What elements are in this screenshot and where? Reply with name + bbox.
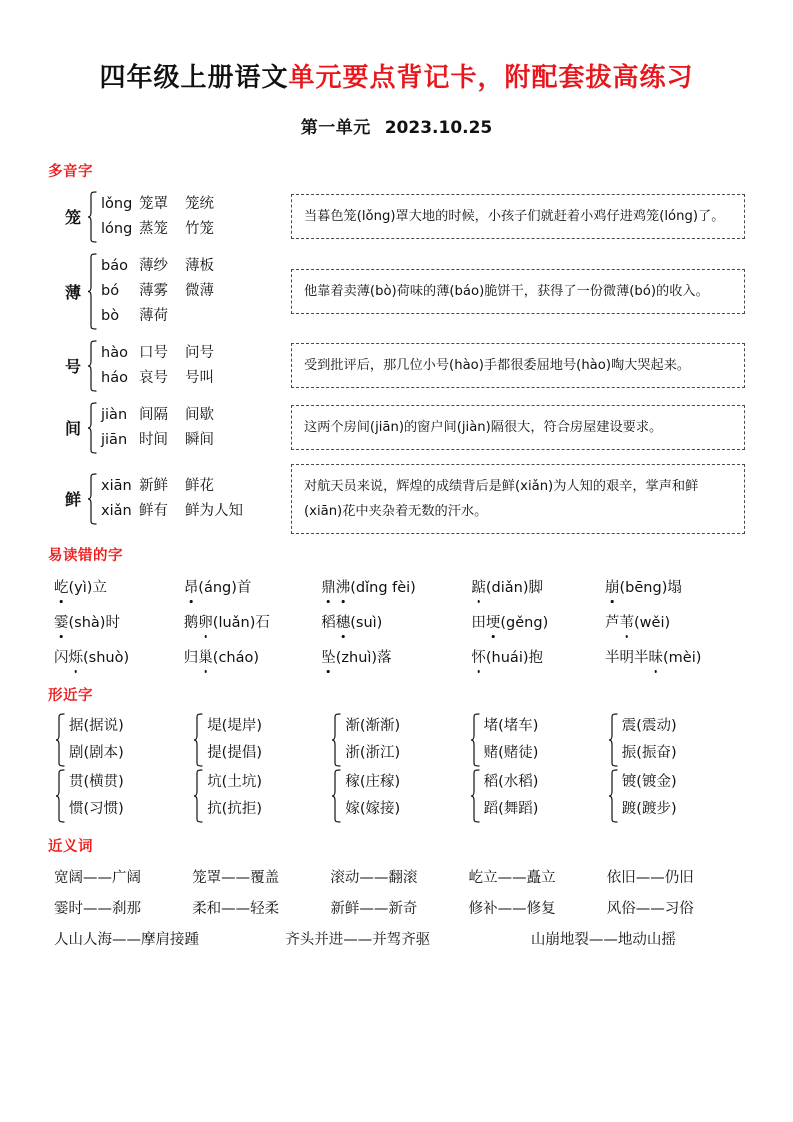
word-suffix: 首 bbox=[236, 579, 252, 596]
xingjinzi-word: 堤(堤岸) bbox=[207, 717, 263, 734]
example-word: 问号 bbox=[185, 344, 214, 361]
xingjinzi-word: 蹈(舞蹈) bbox=[483, 800, 539, 817]
emphasis-dotted-character: 苇 bbox=[620, 608, 635, 639]
curly-brace-icon bbox=[608, 713, 620, 767]
emphasis-dotted-character: 屹 bbox=[54, 573, 69, 604]
example-word: 新鲜 bbox=[139, 477, 168, 494]
jinyici-pair: 新鲜——新奇 bbox=[330, 900, 418, 917]
title-black-part: 四年级上册语文 bbox=[99, 63, 289, 93]
curly-brace-icon bbox=[331, 769, 343, 823]
duoyinzi-reading bbox=[101, 254, 214, 279]
yiducuodezi-item bbox=[471, 573, 605, 604]
duoyinzi-row bbox=[48, 340, 745, 392]
word-suffix: 石 bbox=[255, 614, 270, 631]
duoyinzi-reading bbox=[101, 279, 214, 304]
duoyinzi-row bbox=[48, 191, 745, 243]
xingjinzi-pair bbox=[330, 713, 468, 767]
pinyin-label: (shà) bbox=[68, 614, 106, 631]
emphasis-dotted-character: 穗 bbox=[336, 608, 351, 639]
yiducuodezi-item bbox=[471, 643, 605, 674]
xingjinzi-words bbox=[207, 713, 262, 767]
duoyinzi-reading bbox=[101, 341, 214, 366]
example-sentence-box: 对航天员来说，辉煌的成绩背后是鲜(xiǎn)为人知的艰辛，掌声和鲜(xiān)花中夹杂着无数的汗水。 bbox=[291, 464, 745, 534]
jinyici-pair: 修补——修复 bbox=[468, 900, 556, 917]
section-yiducuodezi bbox=[48, 544, 745, 674]
xingjinzi-word: 剧(剧本) bbox=[69, 744, 124, 761]
xingjinzi-word: 渐(渐渐) bbox=[345, 717, 401, 734]
xingjinzi-word: 惯(习惯) bbox=[69, 800, 124, 817]
duoyinzi-reading bbox=[101, 217, 214, 242]
jinyici-pair: 宽阔——广阔 bbox=[54, 869, 141, 886]
example-sentence-box: 这两个房间(jiān)的窗户间(jiàn)隔很大，符合房屋建设要求。 bbox=[291, 405, 745, 450]
jinyici-pair: 风俗——习俗 bbox=[606, 900, 694, 917]
word-suffix: 脚 bbox=[528, 579, 544, 596]
curly-brace-icon bbox=[193, 713, 205, 767]
word-suffix: 时 bbox=[105, 614, 120, 631]
pinyin-label: xiǎn bbox=[101, 502, 132, 519]
example-sentence-box: 受到批评后，那几位小号(hào)手都很委屈地号(hào)啕大哭起来。 bbox=[291, 343, 745, 388]
emphasis-dotted-character: 巢 bbox=[198, 643, 213, 674]
example-sentence-container bbox=[291, 194, 745, 239]
example-word: 时间 bbox=[139, 431, 168, 448]
curly-brace-icon bbox=[608, 769, 620, 823]
pinyin-label: lóng bbox=[101, 220, 133, 237]
example-word: 口号 bbox=[139, 344, 168, 361]
xingjinzi-words bbox=[69, 713, 124, 767]
duoyinzi-reading bbox=[101, 192, 214, 217]
curly-brace-icon bbox=[87, 340, 99, 392]
example-word: 间歇 bbox=[185, 406, 214, 423]
xingjinzi-words bbox=[484, 769, 539, 823]
jinyici-grid bbox=[48, 864, 745, 924]
xingjinzi-word: 坑(土坑) bbox=[207, 773, 263, 790]
xingjinzi-word: 堵(堵车) bbox=[483, 717, 539, 734]
duoyinzi-reading bbox=[101, 403, 214, 428]
duoyinzi-entry bbox=[48, 191, 291, 243]
xingjinzi-word: 震(震动) bbox=[621, 717, 677, 734]
xingjinzi-words bbox=[69, 769, 124, 823]
example-word: 笼统 bbox=[185, 195, 214, 212]
xingjinzi-words bbox=[622, 769, 677, 823]
word-prefix: 芦 bbox=[605, 614, 620, 631]
section-duoyinzi bbox=[48, 160, 745, 534]
duoyinzi-entry bbox=[48, 473, 291, 525]
word-prefix: 稻 bbox=[321, 614, 336, 631]
curly-brace-icon bbox=[470, 769, 482, 823]
pinyin-label: (luǎn) bbox=[212, 614, 256, 631]
section-jinyici bbox=[48, 835, 745, 955]
section-xingjinzi bbox=[48, 684, 745, 823]
pinyin-label: háo bbox=[101, 369, 128, 386]
example-word: 微薄 bbox=[185, 282, 214, 299]
example-word: 笼罩 bbox=[139, 195, 168, 212]
pinyin-label: bó bbox=[101, 282, 120, 299]
xingjinzi-word: 据(据说) bbox=[69, 717, 124, 734]
page-title bbox=[48, 62, 745, 95]
curly-brace-icon bbox=[55, 713, 67, 767]
xingjinzi-word: 稼(庄稼) bbox=[345, 773, 401, 790]
duoyinzi-entry bbox=[48, 340, 291, 392]
subtitle bbox=[48, 113, 745, 138]
yiducuodezi-item bbox=[605, 573, 745, 604]
word-suffix: 落 bbox=[377, 649, 392, 666]
section-heading-yiducuodezi: 易读错的字 bbox=[48, 547, 123, 564]
jinyici-idiom-pair: 齐头并进——并驾齐驱 bbox=[285, 931, 431, 948]
yiducuodezi-item bbox=[321, 643, 471, 674]
jinyici-pair: 柔和——轻柔 bbox=[192, 900, 280, 917]
xingjinzi-words bbox=[345, 769, 400, 823]
word-suffix: 塌 bbox=[667, 579, 682, 596]
duoyinzi-character: 间 bbox=[64, 419, 81, 438]
curly-brace-icon bbox=[87, 402, 99, 454]
duoyinzi-readings bbox=[101, 192, 214, 242]
emphasis-dotted-character: 沸 bbox=[336, 573, 351, 604]
xingjinzi-pair bbox=[54, 713, 192, 767]
pinyin-label: xiān bbox=[101, 477, 132, 494]
xingjinzi-words bbox=[345, 713, 400, 767]
section-heading-jinyici: 近义词 bbox=[48, 838, 93, 855]
jinyici-pair: 笼罩——覆盖 bbox=[192, 869, 280, 886]
pinyin-label: báo bbox=[101, 257, 128, 274]
yiducuodezi-item bbox=[321, 608, 471, 639]
duoyinzi-reading bbox=[101, 428, 214, 453]
yiducuodezi-item bbox=[471, 608, 605, 639]
example-sentence-container bbox=[291, 464, 745, 534]
duoyinzi-list bbox=[48, 191, 745, 534]
jinyici-pair: 屹立——矗立 bbox=[468, 869, 556, 886]
duoyinzi-entry bbox=[48, 253, 291, 330]
duoyinzi-reading bbox=[101, 474, 243, 499]
jinyici-idiom-row bbox=[48, 926, 745, 955]
example-word: 鲜有 bbox=[139, 502, 168, 519]
emphasis-dotted-character: 霎 bbox=[54, 608, 69, 639]
example-word: 间隔 bbox=[139, 406, 168, 423]
xingjinzi-word: 浙(浙江) bbox=[345, 744, 401, 761]
example-word: 蒸笼 bbox=[139, 220, 168, 237]
example-sentence-container bbox=[291, 405, 745, 450]
yiducuodezi-item bbox=[54, 608, 184, 639]
curly-brace-icon bbox=[193, 769, 205, 823]
yiducuodezi-item bbox=[605, 643, 745, 674]
pinyin-label: (huái) bbox=[485, 649, 529, 666]
duoyinzi-reading bbox=[101, 366, 214, 391]
duoyinzi-readings bbox=[101, 341, 214, 391]
yiducuodezi-item bbox=[605, 608, 745, 639]
title-block bbox=[48, 0, 745, 138]
emphasis-dotted-character: 卵 bbox=[198, 608, 213, 639]
xingjinzi-word: 赌(赌徒) bbox=[483, 744, 539, 761]
word-suffix: 立 bbox=[92, 579, 107, 596]
jinyici-pair: 霎时——刹那 bbox=[54, 900, 141, 917]
xingjinzi-word: 振(振奋) bbox=[621, 744, 677, 761]
pinyin-label: (dǐng fèi) bbox=[350, 579, 416, 596]
duoyinzi-readings bbox=[101, 474, 243, 524]
example-word: 薄荷 bbox=[139, 307, 168, 324]
xingjinzi-pair bbox=[192, 713, 330, 767]
example-word: 瞬间 bbox=[185, 431, 214, 448]
unit-label: 第一单元 bbox=[300, 117, 371, 138]
jinyici-pair: 依旧——仍旧 bbox=[606, 869, 694, 886]
word-prefix: 半明半 bbox=[605, 649, 649, 666]
xingjinzi-words bbox=[484, 713, 539, 767]
emphasis-dotted-character: 昂 bbox=[184, 573, 199, 604]
word-prefix: 田 bbox=[471, 614, 486, 631]
emphasis-dotted-character: 坠 bbox=[321, 643, 336, 674]
emphasis-dotted-character: 烁 bbox=[69, 643, 84, 674]
duoyinzi-row bbox=[48, 464, 745, 534]
xingjinzi-words bbox=[207, 769, 262, 823]
curly-brace-icon bbox=[331, 713, 343, 767]
xingjinzi-word: 镀(镀金) bbox=[621, 773, 677, 790]
jinyici-idiom-pair: 人山人海——摩肩接踵 bbox=[54, 931, 199, 948]
pinyin-label: (gěng) bbox=[500, 614, 549, 631]
curly-brace-icon bbox=[55, 769, 67, 823]
duoyinzi-character: 鲜 bbox=[64, 490, 81, 509]
pinyin-label: lǒng bbox=[101, 195, 133, 212]
pinyin-label: (bēng) bbox=[619, 579, 668, 596]
word-prefix: 鹅 bbox=[183, 614, 199, 631]
example-word: 鲜花 bbox=[185, 477, 214, 494]
yiducuodezi-grid bbox=[48, 573, 745, 674]
pinyin-label: (áng) bbox=[198, 579, 237, 596]
emphasis-dotted-character: 鼎 bbox=[321, 573, 336, 604]
emphasis-dotted-character: 昧 bbox=[649, 643, 664, 674]
xingjinzi-word: 提(提倡) bbox=[207, 744, 263, 761]
yiducuodezi-item bbox=[184, 643, 321, 674]
pinyin-label: (yì) bbox=[68, 579, 93, 596]
word-prefix: 闪 bbox=[54, 649, 69, 666]
example-word: 薄板 bbox=[185, 257, 214, 274]
xingjinzi-pair bbox=[330, 769, 468, 823]
pinyin-label: (suì) bbox=[350, 614, 383, 631]
duoyinzi-row bbox=[48, 402, 745, 454]
pinyin-label: (diǎn) bbox=[485, 579, 529, 596]
pinyin-label: (shuò) bbox=[83, 649, 130, 666]
emphasis-dotted-character: 怀 bbox=[471, 643, 486, 674]
section-heading-xingjinzi: 形近字 bbox=[48, 687, 93, 704]
pinyin-label: hào bbox=[101, 344, 128, 361]
example-word: 号叫 bbox=[185, 369, 214, 386]
example-word: 竹笼 bbox=[185, 220, 214, 237]
xingjinzi-pair bbox=[54, 769, 192, 823]
example-word: 哀号 bbox=[139, 369, 168, 386]
duoyinzi-readings bbox=[101, 403, 214, 453]
curly-brace-icon bbox=[87, 473, 99, 525]
example-word: 薄雾 bbox=[139, 282, 168, 299]
duoyinzi-entry bbox=[48, 402, 291, 454]
xingjinzi-word: 稻(水稻) bbox=[483, 773, 539, 790]
duoyinzi-reading bbox=[101, 499, 243, 524]
xingjinzi-pair bbox=[607, 769, 745, 823]
duoyinzi-character: 薄 bbox=[64, 282, 81, 302]
word-suffix: 抱 bbox=[528, 649, 543, 666]
pinyin-label: (mèi) bbox=[663, 649, 702, 666]
xingjinzi-word: 嫁(嫁接) bbox=[345, 800, 401, 817]
xingjinzi-word: 抗(抗拒) bbox=[207, 800, 263, 817]
emphasis-dotted-character: 崩 bbox=[605, 573, 620, 604]
xingjinzi-words bbox=[622, 713, 677, 767]
yiducuodezi-item bbox=[184, 573, 321, 604]
curly-brace-icon bbox=[87, 191, 99, 243]
xingjinzi-pair bbox=[192, 769, 330, 823]
example-sentence-container bbox=[291, 269, 745, 314]
yiducuodezi-item bbox=[321, 573, 471, 604]
example-sentence-container bbox=[291, 343, 745, 388]
word-prefix: 归 bbox=[183, 649, 199, 666]
jinyici-idiom-pair: 山崩地裂——地动山摇 bbox=[530, 931, 676, 948]
duoyinzi-row bbox=[48, 253, 745, 330]
duoyinzi-readings bbox=[101, 254, 214, 329]
example-sentence-box: 他靠着卖薄(bò)荷味的薄(báo)脆饼干，获得了一份微薄(bó)的收入。 bbox=[291, 269, 745, 314]
curly-brace-icon bbox=[470, 713, 482, 767]
xingjinzi-word: 贯(横贯) bbox=[69, 773, 124, 790]
pinyin-label: (cháo) bbox=[212, 649, 260, 666]
pinyin-label: bò bbox=[101, 307, 120, 324]
duoyinzi-character: 号 bbox=[64, 357, 81, 376]
duoyinzi-character: 笼 bbox=[64, 208, 81, 227]
jinyici-pair: 滚动——翻滚 bbox=[330, 869, 418, 886]
xingjinzi-word: 踱(踱步) bbox=[621, 800, 677, 817]
pinyin-label: (wěi) bbox=[634, 614, 671, 631]
yiducuodezi-item bbox=[184, 608, 321, 639]
xingjinzi-pair bbox=[607, 713, 745, 767]
example-word: 鲜为人知 bbox=[185, 502, 243, 519]
section-heading-duoyinzi: 多音字 bbox=[48, 163, 93, 180]
date-label: 2023.10.25 bbox=[384, 117, 493, 138]
example-word: 薄纱 bbox=[139, 257, 168, 274]
pinyin-label: jiàn bbox=[101, 406, 128, 423]
pinyin-label: (zhuì) bbox=[335, 649, 378, 666]
emphasis-dotted-character: 踮 bbox=[471, 573, 486, 604]
yiducuodezi-item bbox=[54, 573, 184, 604]
xingjinzi-pair bbox=[469, 769, 607, 823]
xingjinzi-pair bbox=[469, 713, 607, 767]
title-red-part: 单元要点背记卡，附配套拔高练习 bbox=[288, 63, 694, 93]
pinyin-label: jiān bbox=[101, 431, 128, 448]
duoyinzi-reading bbox=[101, 304, 214, 329]
example-sentence-box: 当暮色笼(lǒng)罩大地的时候，小孩子们就赶着小鸡仔进鸡笼(lóng)了。 bbox=[291, 194, 745, 239]
emphasis-dotted-character: 埂 bbox=[486, 608, 501, 639]
yiducuodezi-item bbox=[54, 643, 184, 674]
curly-brace-icon bbox=[87, 253, 99, 330]
xingjinzi-grid bbox=[48, 713, 745, 823]
